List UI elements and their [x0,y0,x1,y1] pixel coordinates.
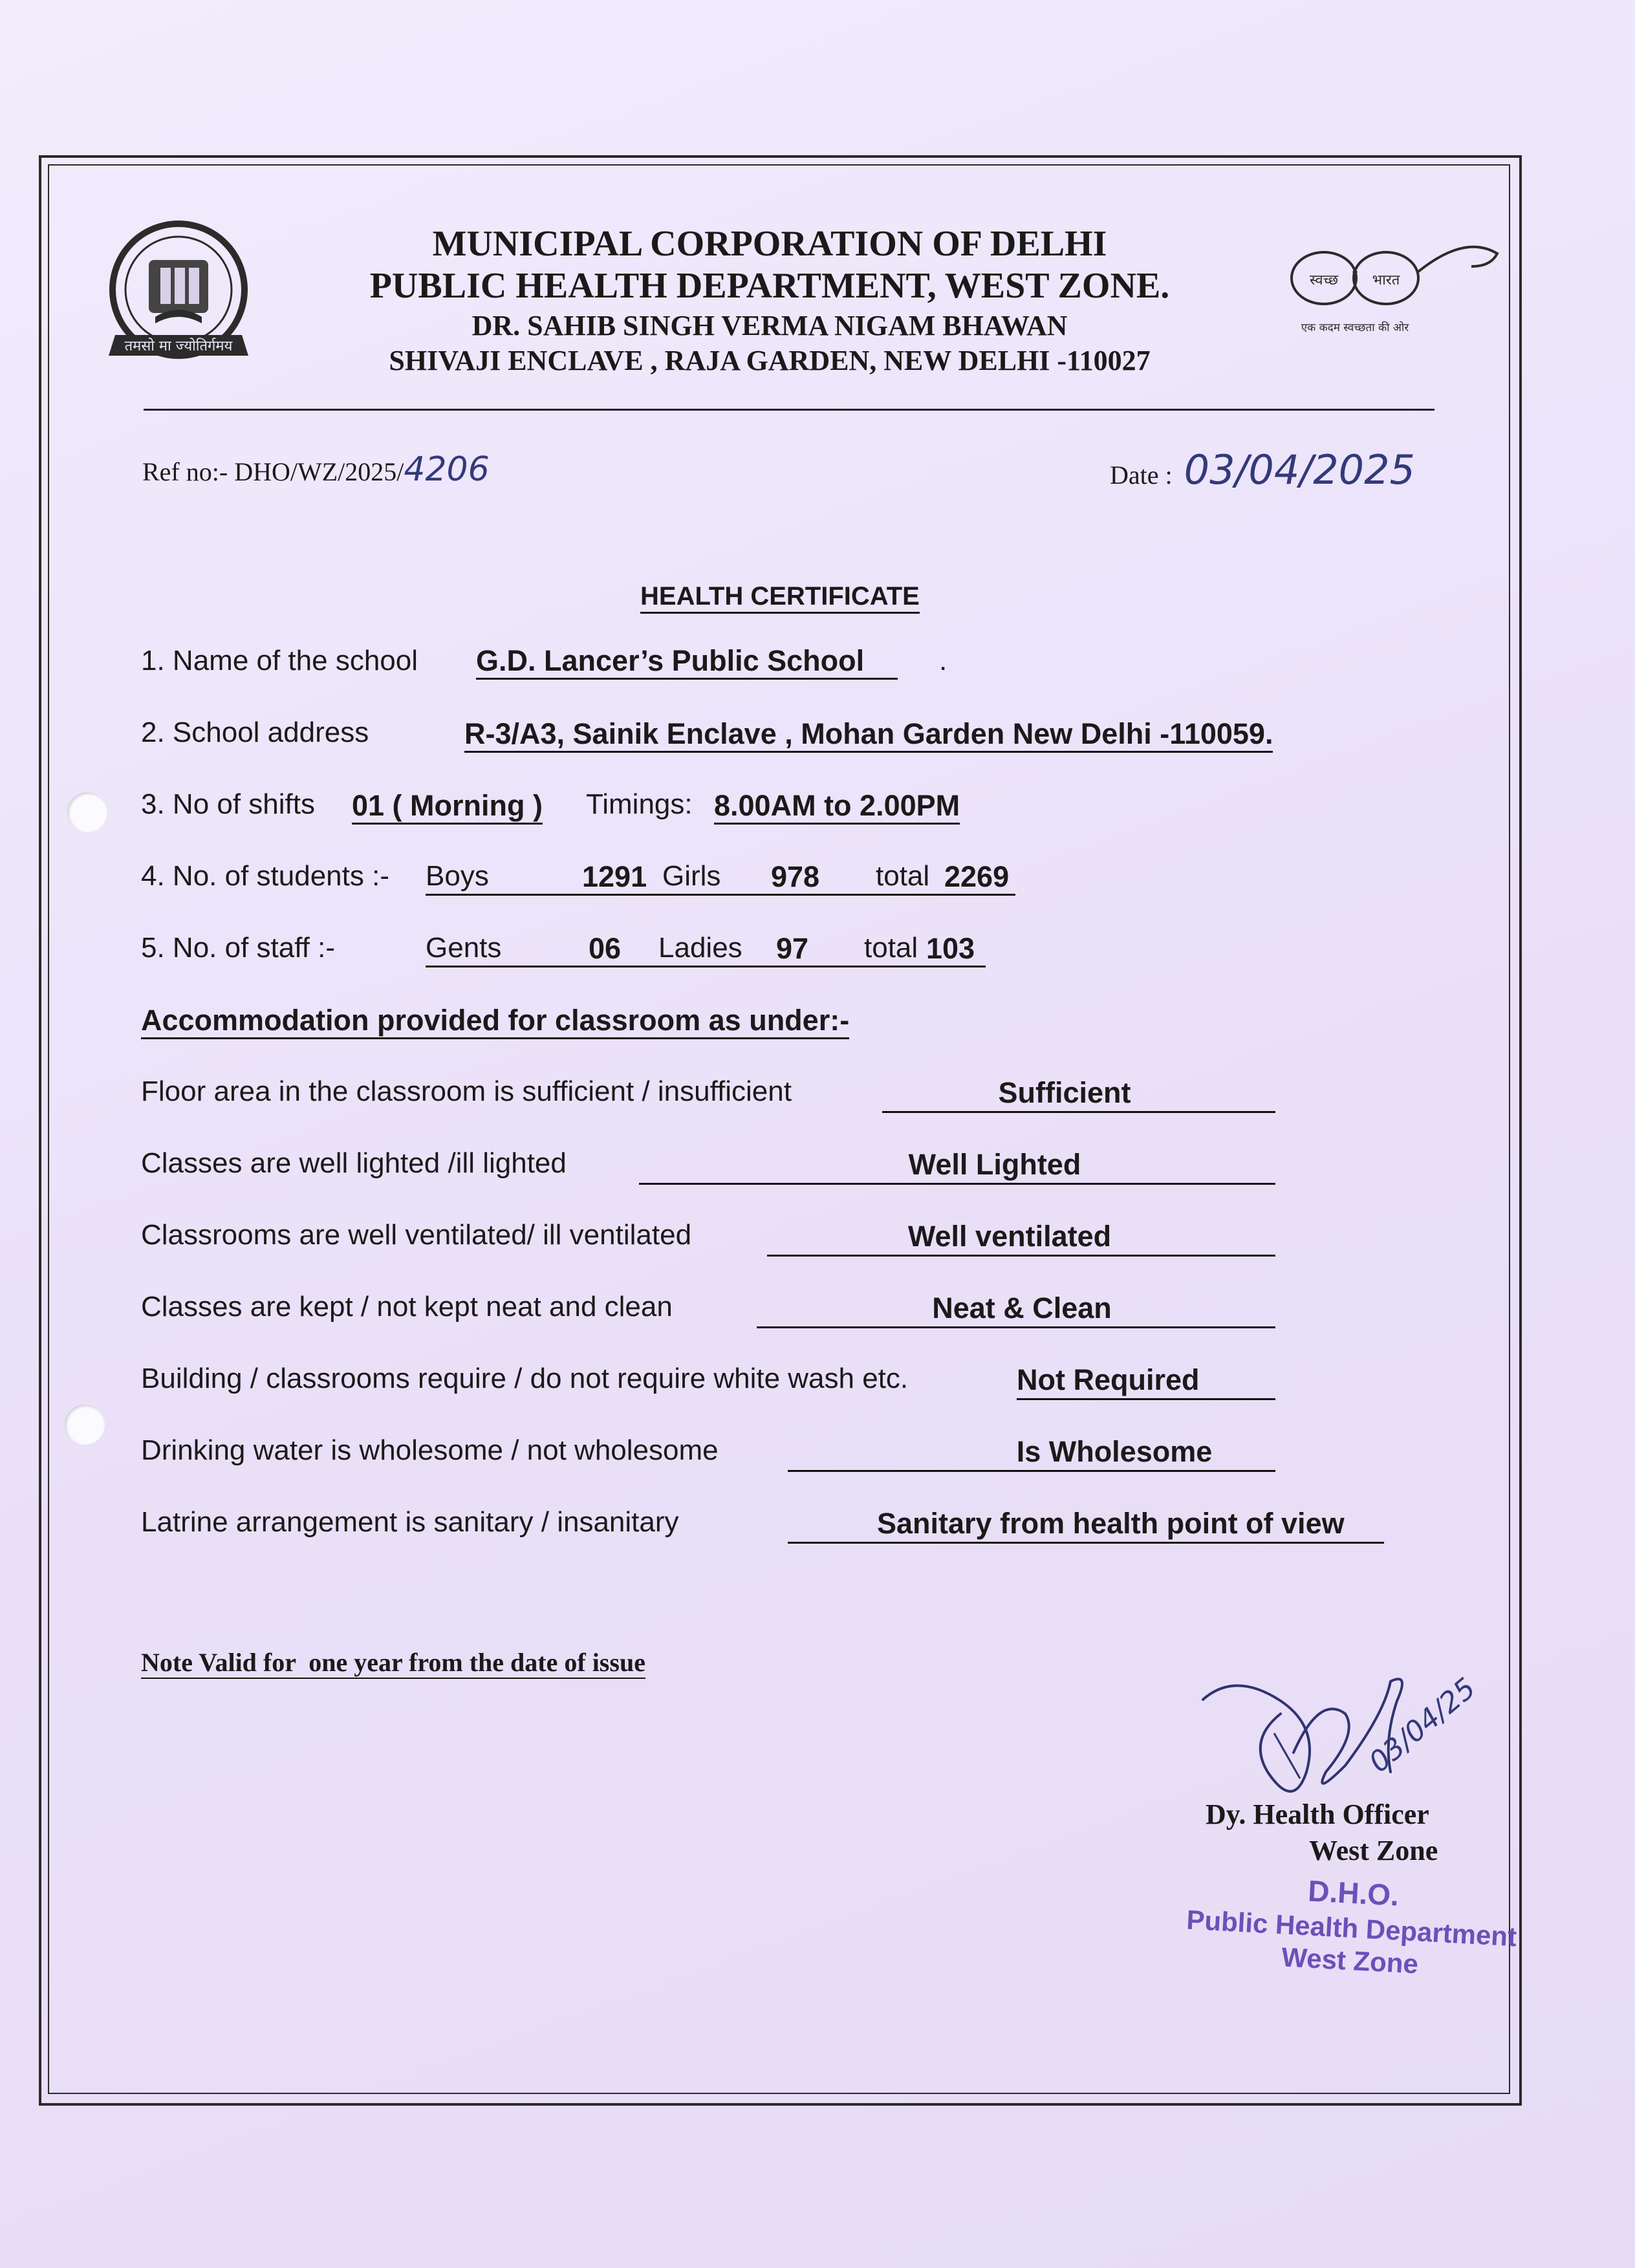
school-name-label: 1. Name of the school [141,645,418,676]
stamp-line-2: Public Health Department [1186,1904,1518,1952]
shifts-value: 01 ( Morning ) [352,789,543,825]
accommodation-row-underline [757,1326,1275,1328]
date-handwritten: 03/04/2025 [1184,446,1415,493]
header-line-1: MUNICIPAL CORPORATION OF DELHI [432,224,1107,264]
school-name-value: G.D. Lancer’s Public School [476,644,898,680]
accommodation-row-underline [639,1183,1275,1185]
students-underline [426,894,1015,896]
timings-value: 8.00AM to 2.00PM [714,789,960,825]
students-girls-label: Girls [662,860,721,892]
header-line-3: DR. SAHIB SINGH VERMA NIGAM BHAWAN [471,310,1068,341]
timings-label: Timings: [586,788,693,820]
date-label: Date : [1110,460,1173,490]
staff-total-label: total [864,932,918,964]
students-total-label: total [876,860,930,892]
accommodation-row-value: Sanitary from health point of view [877,1507,1345,1540]
header-line-4: SHIVAJI ENCLAVE , RAJA GARDEN, NEW DELHI -110027 [389,345,1151,376]
accommodation-row-label: Building / classrooms require / do not require white wash etc. [141,1363,909,1394]
stamp-line-3: West Zone [1281,1941,1420,1980]
accommodation-row-value: Neat & Clean [932,1291,1112,1324]
accommodation-row-label: Floor area in the classroom is sufficient / insufficient [141,1075,792,1107]
staff-ladies-label: Ladies [658,932,742,964]
accommodation-row-value: Not Required [1017,1363,1200,1396]
students-boys-label: Boys [426,860,489,892]
svg-text:एक कदम स्वच्छता की ओर: एक कदम स्वच्छता की ओर [1301,321,1409,334]
accommodation-row-label: Classrooms are well ventilated/ ill ventilated [141,1219,692,1251]
staff-total-value: 103 [926,932,975,965]
accommodation-row-label: Latrine arrangement is sanitary / insanitary [141,1506,679,1538]
header-line-2: PUBLIC HEALTH DEPARTMENT, WEST ZONE. [369,266,1170,306]
accommodation-row-value: Sufficient [998,1076,1131,1109]
accommodation-heading: Accommodation provided for classroom as under:- [141,1004,849,1039]
svg-text:भारत: भारत [1372,272,1400,288]
ref-number-handwritten: 4206 [404,450,490,489]
certificate-title: HEALTH CERTIFICATE [640,581,920,614]
validity-note: Note Valid for one year from the date of issue [141,1648,645,1679]
ref-label: Ref no:- DHO/WZ/2025/ [142,457,404,486]
students-girls-value: 978 [771,860,820,893]
staff-underline [426,966,986,967]
accommodation-row-underline [788,1470,1275,1472]
signatory-designation: Dy. Health Officer [1206,1798,1429,1830]
accommodation-row-underline [1017,1398,1275,1400]
accommodation-row-underline [882,1111,1275,1113]
staff-ladies-value: 97 [776,932,809,965]
students-total-value: 2269 [944,860,1010,893]
accommodation-row-label: Classes are kept / not kept neat and clean [141,1291,673,1323]
accommodation-row-label: Classes are well lighted /ill lighted [141,1147,567,1179]
svg-text:तमसो मा ज्योतिर्गमय: तमसो मा ज्योतिर्गमय [124,338,233,354]
students-label: 4. No. of students :- [141,860,389,892]
accommodation-row-underline [767,1255,1275,1257]
issue-date [1110,446,1415,493]
students-boys-value: 1291 [582,860,647,893]
dho-stamp [1181,1866,1522,1985]
school-name-trail: . [939,645,947,676]
accommodation-row-underline [788,1542,1384,1544]
signatory-zone: West Zone [1309,1835,1438,1866]
header-divider [144,409,1435,411]
svg-text:स्वच्छ: स्वच्छ [1309,272,1339,288]
staff-label: 5. No. of staff :- [141,932,335,964]
accommodation-row-value: Is Wholesome [1016,1435,1213,1468]
school-address-value: R-3/A3, Sainik Enclave , Mohan Garden New Delhi -110059. [464,717,1273,753]
staff-gents-label: Gents [426,932,502,964]
stamp-line-1: D.H.O. [1307,1874,1400,1912]
accommodation-row-value: Well Lighted [908,1148,1081,1181]
staff-gents-value: 06 [589,932,622,965]
signature-date-handwritten: 03/04/25 [1363,1671,1482,1779]
accommodation-row-label: Drinking water is wholesome / not wholesome [141,1434,719,1466]
shifts-label: 3. No of shifts [141,788,316,820]
school-address-label: 2. School address [141,717,369,748]
ref-number [142,450,490,489]
accommodation-row-value: Well ventilated [907,1220,1112,1253]
